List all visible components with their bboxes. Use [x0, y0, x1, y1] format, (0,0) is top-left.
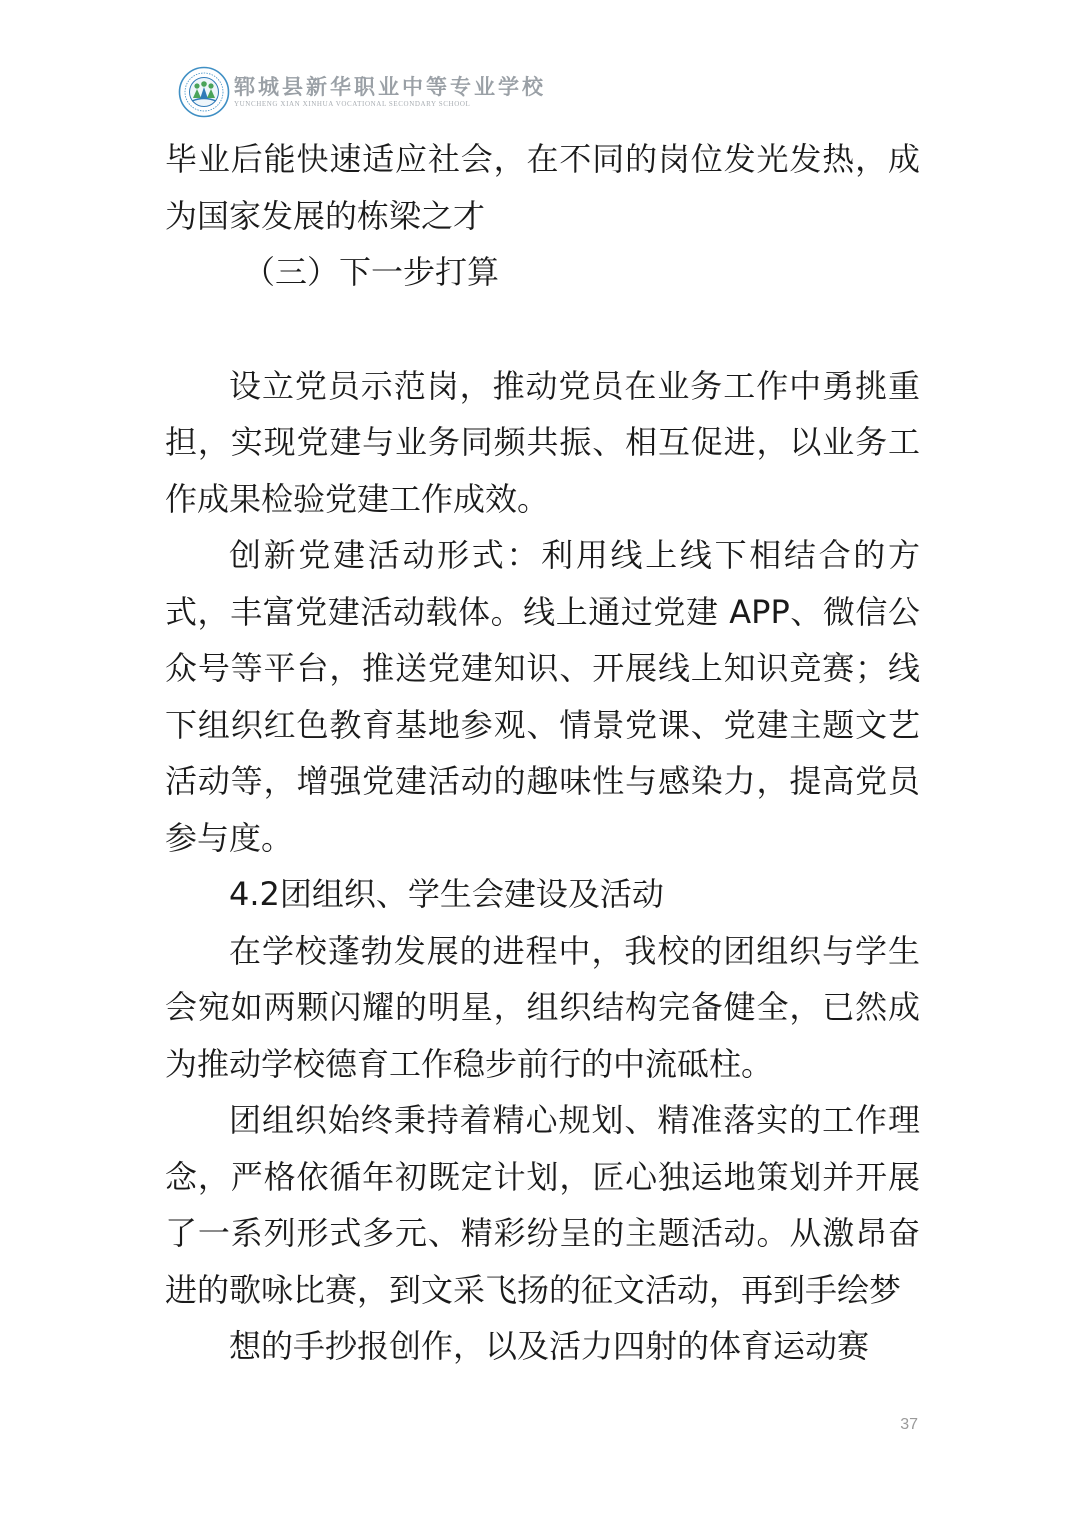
- paragraph-party-model-post: 设立党员示范岗，推动党员在业务工作中勇挑重担，实现党建与业务同频共振、相互促进，以业务工作成果检验党建工作成效。: [165, 366, 920, 518]
- section-heading-4-2: 4.2团组织、学生会建设及活动: [229, 875, 664, 913]
- paragraph-continuation: 毕业后能快速适应社会，在不同的岗位发光发热，成为国家发展的栋梁之才: [165, 140, 920, 235]
- school-seal-icon: [178, 66, 230, 118]
- blank-line: [165, 301, 920, 358]
- paragraph-youth-league-intro: 在学校蓬勃发展的进程中，我校的团组织与学生会宛如两颗闪耀的明星，组织结构完备健全，已然成为推动学校德育工作稳步前行的中流砥柱。: [165, 931, 920, 1083]
- paragraph-youth-league-activities: 团组织始终秉持着精心规划、精准落实的工作理念，严格依循年初既定计划，匠心独运地策划并开展了一系列形式多元、精彩纷呈的主题活动。从激昂奋进的歌咏比赛，到文采飞扬的征文活动，再到手绘梦: [165, 1101, 920, 1309]
- page-number: 37: [900, 1416, 918, 1433]
- school-name-en: YUNCHENG XIAN XINHUA VOCATIONAL SECONDARY SCHOOL: [234, 100, 471, 108]
- section-heading-next-steps: （三）下一步打算: [243, 253, 500, 291]
- document-body: [165, 131, 920, 1375]
- paragraph-party-activity-innovation: 创新党建活动形式：利用线上线下相结合的方式，丰富党建活动载体。线上通过党建 APP、微信公众号等平台，推送党建知识、开展线上知识竞赛；线下组织红色教育基地参观、情景党课、党建主题文艺活动等，增强党建活动的趣味性与感染力，提高党员参与度。: [165, 536, 920, 857]
- school-name-cn: 郓城县新华职业中等专业学校: [234, 74, 546, 99]
- paragraph-continuation-end: 想的手抄报创作，以及活力四射的体育运动赛: [229, 1327, 870, 1365]
- page-header: [178, 66, 546, 118]
